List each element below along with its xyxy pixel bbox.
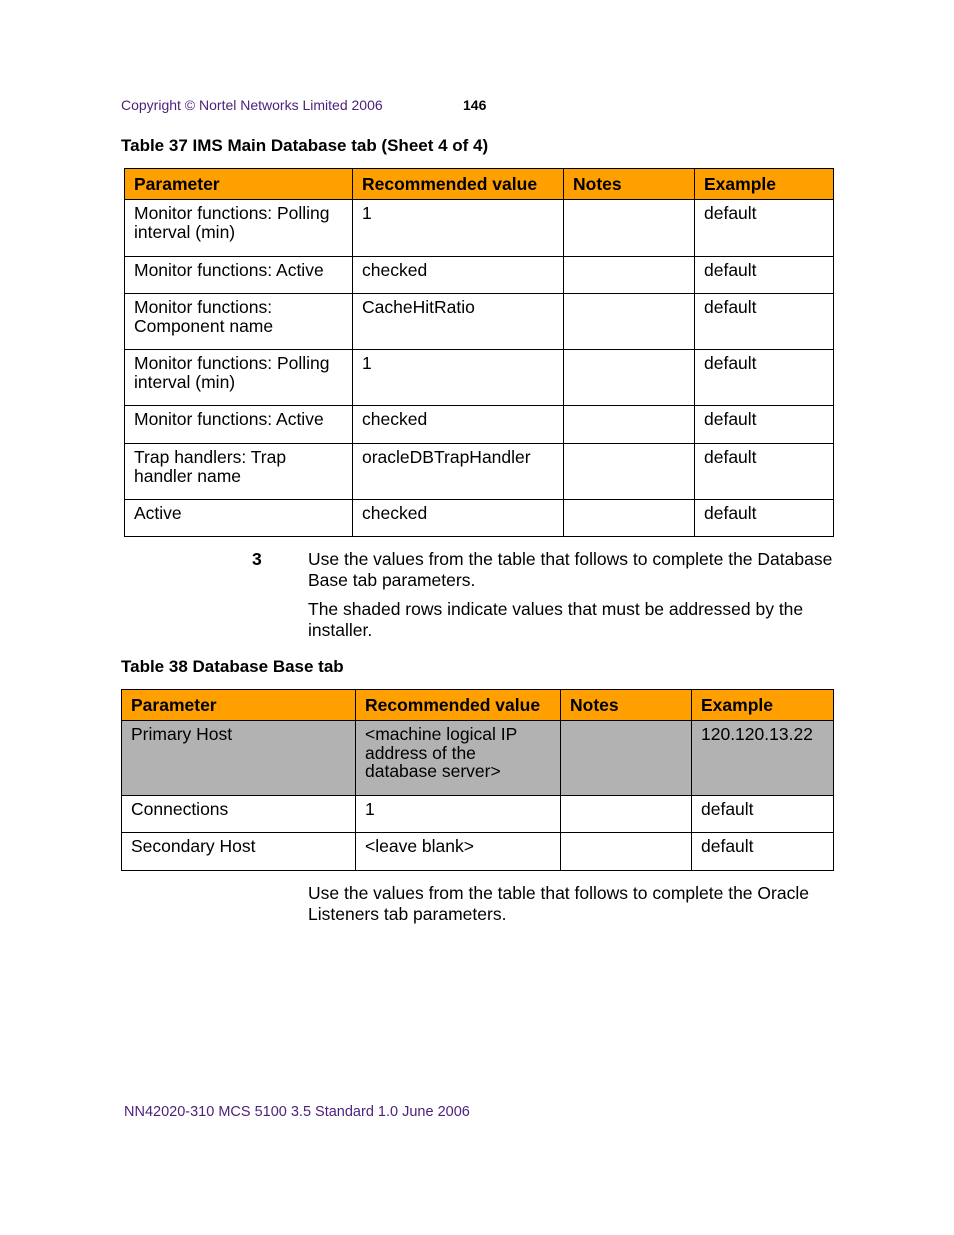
cell-example: default	[692, 833, 834, 871]
page-header	[121, 97, 487, 113]
cell-recommended-value: <machine logical IP address of the database server>	[356, 721, 561, 796]
cell-example: default	[695, 406, 834, 444]
cell-parameter: Monitor functions: Component name	[125, 294, 353, 350]
table-row	[125, 406, 834, 444]
cell-example: 120.120.13.22	[692, 721, 834, 796]
column-header-parameter: Parameter	[122, 690, 356, 721]
cell-parameter: Monitor functions: Active	[125, 406, 353, 444]
table-37	[124, 168, 834, 537]
cell-parameter: Monitor functions: Active	[125, 257, 353, 294]
step-number: 3	[252, 549, 262, 569]
cell-example: default	[692, 796, 834, 833]
column-header-notes: Notes	[561, 690, 692, 721]
cell-parameter: Connections	[122, 796, 356, 833]
cell-notes	[564, 444, 695, 500]
table-row	[125, 294, 834, 350]
cell-example: default	[695, 444, 834, 500]
cell-notes	[564, 200, 695, 257]
cell-notes	[561, 833, 692, 871]
cell-example: default	[695, 257, 834, 294]
cell-example: default	[695, 294, 834, 350]
table-row	[122, 796, 834, 833]
cell-parameter: Active	[125, 500, 353, 537]
cell-parameter: Trap handlers: Trap handler name	[125, 444, 353, 500]
cell-parameter: Primary Host	[122, 721, 356, 796]
column-header-parameter: Parameter	[125, 169, 353, 200]
cell-recommended-value: oracleDBTrapHandler	[353, 444, 564, 500]
cell-example: default	[695, 500, 834, 537]
step-3-text: Use the values from the table that follows to complete the Database Base tab parameters.	[308, 549, 833, 590]
cell-example: default	[695, 200, 834, 257]
table-row	[125, 257, 834, 294]
cell-recommended-value: 1	[353, 200, 564, 257]
cell-notes	[561, 721, 692, 796]
cell-recommended-value: CacheHitRatio	[353, 294, 564, 350]
table-row-shaded	[122, 721, 834, 796]
cell-notes	[564, 350, 695, 406]
table-38-caption: Table 38 Database Base tab	[121, 657, 344, 676]
cell-notes	[564, 294, 695, 350]
column-header-notes: Notes	[564, 169, 695, 200]
table-37-caption: Table 37 IMS Main Database tab (Sheet 4 of 4)	[121, 136, 489, 155]
table-row	[125, 200, 834, 257]
column-header-example: Example	[695, 169, 834, 200]
column-header-example: Example	[692, 690, 834, 721]
cell-notes	[564, 406, 695, 444]
cell-recommended-value: checked	[353, 257, 564, 294]
table-38	[121, 689, 834, 871]
cell-parameter: Monitor functions: Polling interval (min)	[125, 350, 353, 406]
oracle-listeners-instruction: Use the values from the table that follows to complete the Oracle Listeners tab parameters.	[308, 883, 809, 924]
cell-notes	[564, 257, 695, 294]
cell-recommended-value: checked	[353, 500, 564, 537]
table-header-row	[125, 169, 834, 200]
page-footer: NN42020-310 MCS 5100 3.5 Standard 1.0 June 2006	[124, 1104, 470, 1120]
table-row	[125, 444, 834, 500]
table-header-row	[122, 690, 834, 721]
cell-recommended-value: <leave blank>	[356, 833, 561, 871]
table-row	[125, 350, 834, 406]
cell-parameter: Secondary Host	[122, 833, 356, 871]
copyright-text: Copyright © Nortel Networks Limited 2006	[121, 97, 383, 113]
cell-recommended-value: 1	[353, 350, 564, 406]
table-row	[122, 833, 834, 871]
column-header-recommended-value: Recommended value	[356, 690, 561, 721]
page-number: 146	[463, 97, 487, 113]
cell-recommended-value: 1	[356, 796, 561, 833]
step-3-note: The shaded rows indicate values that must be addressed by the installer.	[308, 599, 804, 640]
cell-notes	[561, 796, 692, 833]
cell-notes	[564, 500, 695, 537]
table-row	[125, 500, 834, 537]
cell-recommended-value: checked	[353, 406, 564, 444]
cell-example: default	[695, 350, 834, 406]
column-header-recommended-value: Recommended value	[353, 169, 564, 200]
cell-parameter: Monitor functions: Polling interval (min)	[125, 200, 353, 257]
